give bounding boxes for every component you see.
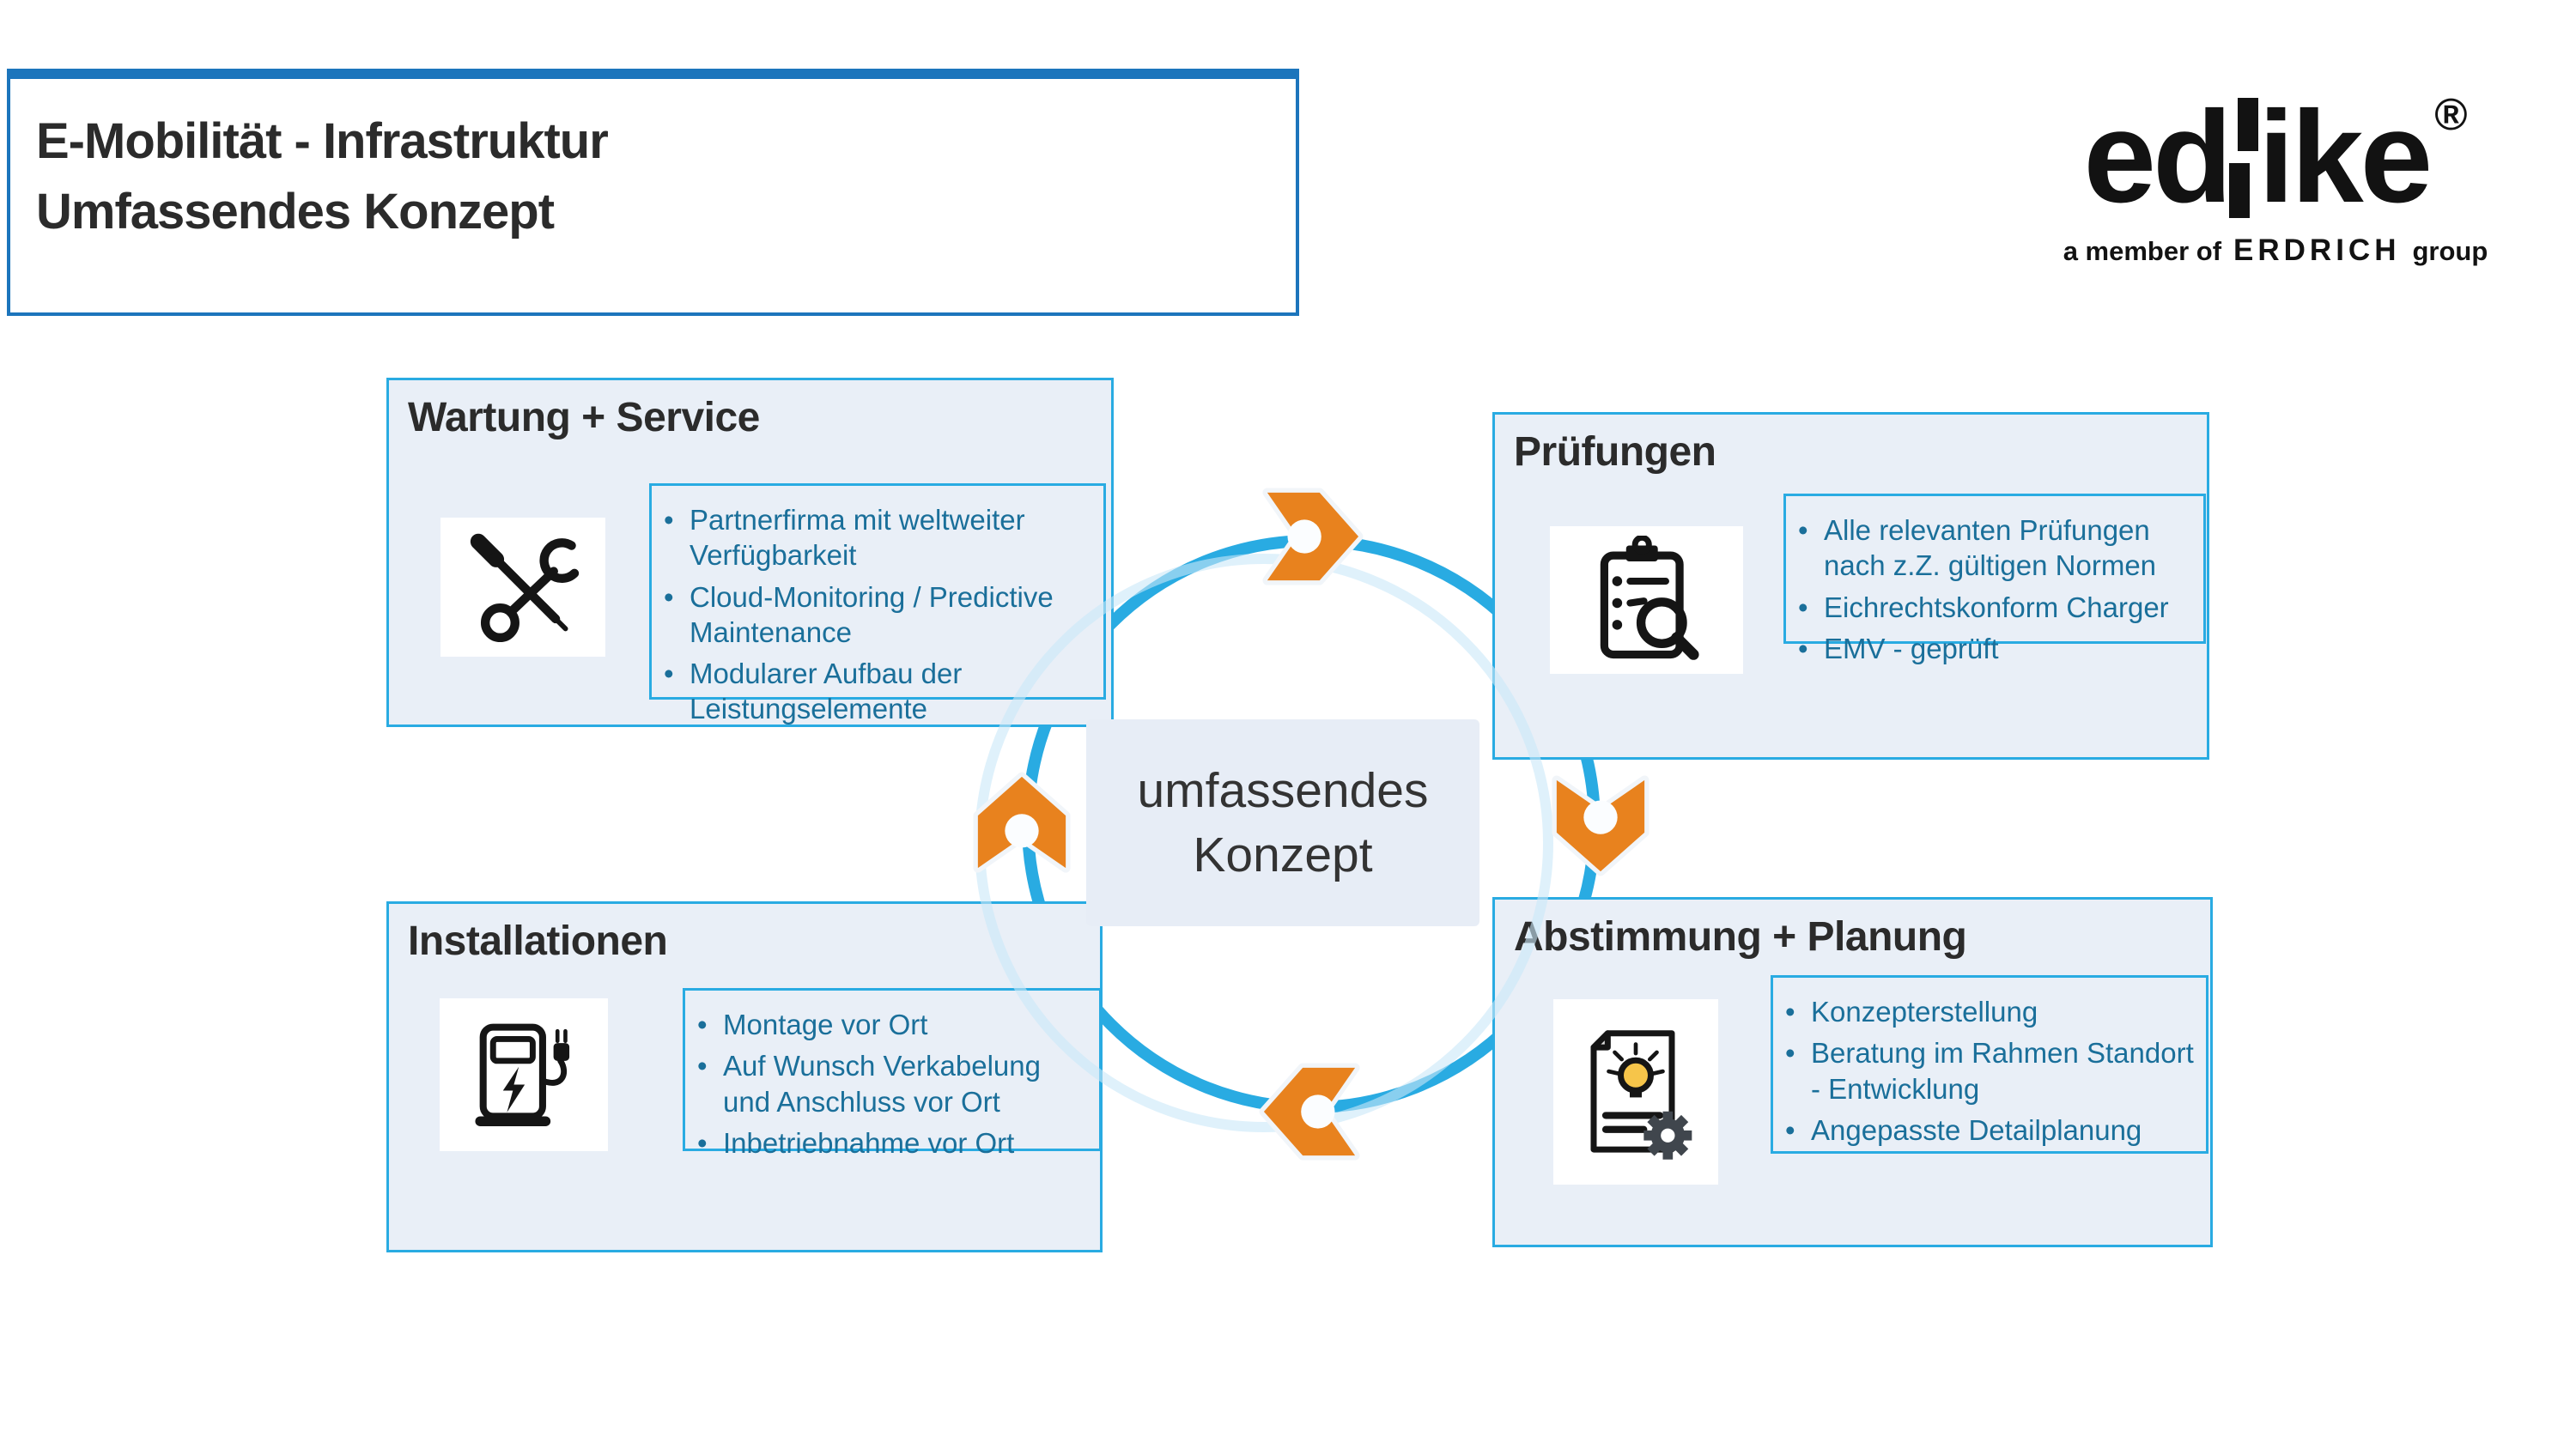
panel-wartung-bullets [649, 483, 1106, 725]
logo-stylized-l-icon [2229, 93, 2258, 221]
bullet-item: • Inbetriebnahme vor Ort [689, 1125, 1092, 1161]
flow-arrow-top-icon [1261, 483, 1362, 590]
panel-abstimmung-bullets [1771, 975, 2208, 1154]
logo-text-ike: ike [2257, 84, 2430, 230]
ev-charger-icon [440, 998, 608, 1151]
bullet-item: • Auf Wunsch Verkabelung und Anschluss vor Ort [689, 1048, 1092, 1119]
logo-wordmark [2048, 84, 2503, 230]
center-label-line1: umfassendes [1137, 763, 1429, 819]
panel-pruefungen [1492, 412, 2209, 760]
bullet-item: • EMV - geprüft [1789, 631, 2196, 666]
slide-title-box [7, 69, 1299, 316]
logo-text-ed: ed [2083, 84, 2229, 230]
flow-arrow-left-icon [969, 773, 1075, 875]
center-label-line2: Konzept [1193, 827, 1373, 882]
bullet-item: • Modularer Aufbau der Leistungselemente [655, 656, 1097, 727]
bullet-item: • Montage vor Ort [689, 1007, 1092, 1042]
bullet-item: • Partnerfirma mit weltweiter Verfügbarkeit [655, 502, 1097, 573]
clipboard-magnifier-icon [1550, 526, 1743, 674]
panel-pruefungen-title: Prüfungen [1514, 429, 1716, 475]
bullet-item: • Konzepterstellung [1777, 994, 2199, 1029]
cycle-center-label [1086, 719, 1479, 926]
panel-pruefungen-bullets [1783, 494, 2206, 664]
registered-trademark-icon: ® [2434, 90, 2468, 140]
slide-title-line1: E-Mobilität - Infrastruktur [36, 113, 608, 169]
bullet-item: • Cloud-Monitoring / Predictive Maintenance [655, 579, 1097, 651]
panel-wartung-service [386, 378, 1114, 727]
flow-arrow-right-icon [1547, 773, 1654, 875]
crossed-tools-icon [440, 518, 605, 657]
panel-wartung-title: Wartung + Service [408, 395, 760, 440]
flow-arrow-bottom-icon [1261, 1058, 1362, 1165]
bullet-item: • Angepasste Detailplanung [1777, 1113, 2199, 1148]
tagline-brand: ERDRICH [2233, 233, 2401, 267]
panel-installationen-bullets [683, 988, 1102, 1159]
bullet-item: • Eichrechtskonform Charger [1789, 590, 2196, 625]
bullet-item: • Alle relevanten Prüfungen nach z.Z. gültigen Normen [1789, 512, 2196, 584]
panel-abstimmung-planung [1492, 897, 2213, 1247]
panel-installationen [386, 901, 1103, 1252]
logo-tagline [2048, 233, 2503, 268]
panel-abstimmung-title: Abstimmung + Planung [1514, 914, 1967, 960]
slide-title-line2: Umfassendes Konzept [36, 184, 555, 239]
tagline-prefix: a member of [2063, 236, 2222, 266]
panel-installationen-title: Installationen [408, 919, 668, 964]
company-logo [2048, 84, 2503, 268]
document-bulb-gear-icon [1553, 999, 1718, 1185]
tagline-suffix: group [2412, 236, 2488, 266]
bullet-item: • Beratung im Rahmen Standort - Entwicklung [1777, 1035, 2199, 1106]
